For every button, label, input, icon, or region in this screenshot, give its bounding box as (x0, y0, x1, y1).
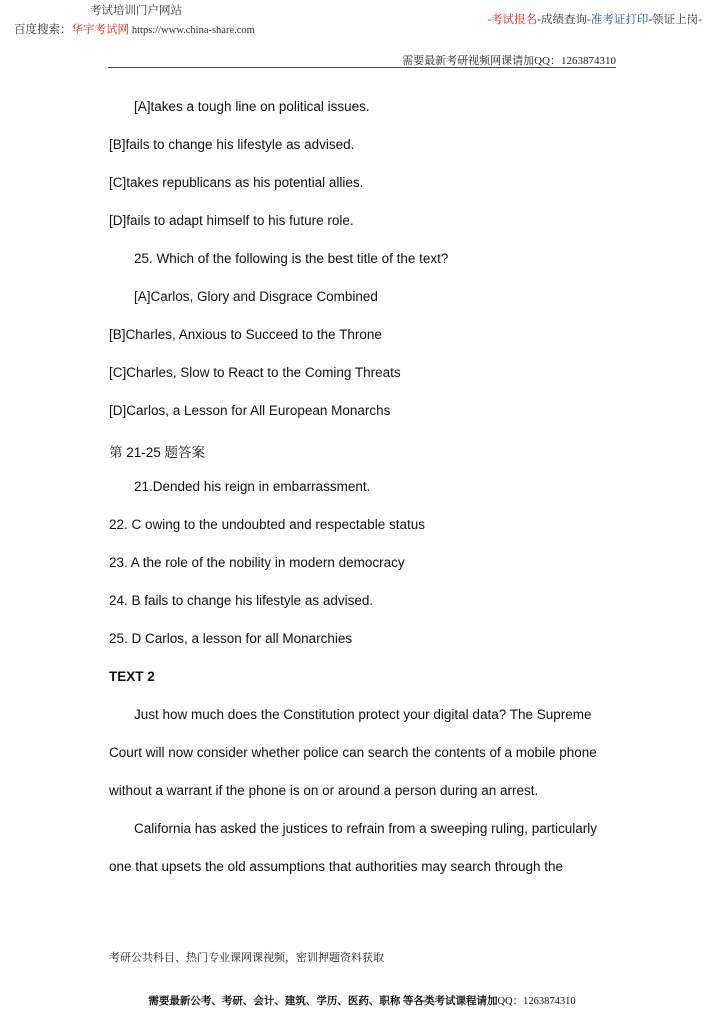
header-divider (108, 67, 616, 68)
answer-21: 21.Dended his reign in embarrassment. (134, 479, 371, 494)
q25-option-d: [D]Carlos, a Lesson for All European Monarchs (109, 403, 391, 418)
exam-signup-link[interactable]: 考试报名 (491, 14, 538, 26)
q25-question: 25. Which of the following is the best title of the text? (134, 251, 449, 266)
brand-link[interactable]: 华宇考试网 (71, 24, 129, 36)
q24-option-b: [B]fails to change his lifestyle as advised. (109, 137, 355, 152)
admission-print-link[interactable]: 准考证打印 (590, 14, 649, 26)
footer-qq: QQ：1263874310 (497, 996, 576, 1007)
paragraph-line: Court will now consider whether police can search the contents of a mobile phone (109, 745, 597, 760)
paragraph-line: without a warrant if the phone is on or around a person during an arrest. (109, 783, 539, 798)
score-query-link[interactable]: -成绩查询- (537, 14, 591, 26)
header-links (487, 11, 702, 27)
footer-note: 考研公共科目、热门专业课网课视频，密训押题资料获取 (109, 952, 384, 964)
text2-heading: TEXT 2 (109, 669, 155, 684)
search-line (14, 21, 255, 37)
answer-22: 22. C owing to the undoubted and respectable status (109, 517, 425, 532)
q25-option-b: [B]Charles, Anxious to Succeed to the Throne (109, 327, 382, 342)
answer-25: 25. D Carlos, a lesson for all Monarchies (109, 631, 353, 646)
qq-notice: 需要最新考研视频网课请加QQ：1263874310 (402, 55, 616, 67)
certificate-link[interactable]: -领证上岗- (648, 14, 702, 26)
answers-heading: 第 21-25 题答案 (109, 445, 206, 460)
q24-option-a: [A]takes a tough line on political issues. (134, 99, 370, 114)
q25-option-a: [A]Carlos, Glory and Disgrace Combined (134, 289, 378, 304)
q24-option-c: [C]takes republicans as his potential allies. (109, 175, 364, 190)
footer-bar (0, 993, 724, 1008)
search-label: 百度搜索： (14, 24, 72, 36)
site-title: 考试培训门户网站 (90, 5, 182, 17)
q25-option-c: [C]Charles, Slow to React to the Coming Threats (109, 365, 401, 380)
q24-option-d: [D]fails to adapt himself to his future role. (109, 213, 354, 228)
paragraph-line: California has asked the justices to refrain from a sweeping ruling, particularly (134, 821, 597, 836)
paragraph-line: Just how much does the Constitution protect your digital data? The Supreme (134, 707, 592, 722)
footer-bar-text: 需要最新公考、考研、会计、建筑、学历、医药、职称 等各类考试课程请加 (148, 996, 498, 1007)
answer-23: 23. A the role of the nobility in modern democracy (109, 555, 405, 570)
header-links-prefix: - (487, 14, 492, 26)
site-url-link[interactable]: https://www.china-share.com (131, 25, 255, 36)
paragraph-line: one that upsets the old assumptions that authorities may search through the (109, 859, 564, 874)
answer-24: 24. B fails to change his lifestyle as advised. (109, 593, 374, 608)
